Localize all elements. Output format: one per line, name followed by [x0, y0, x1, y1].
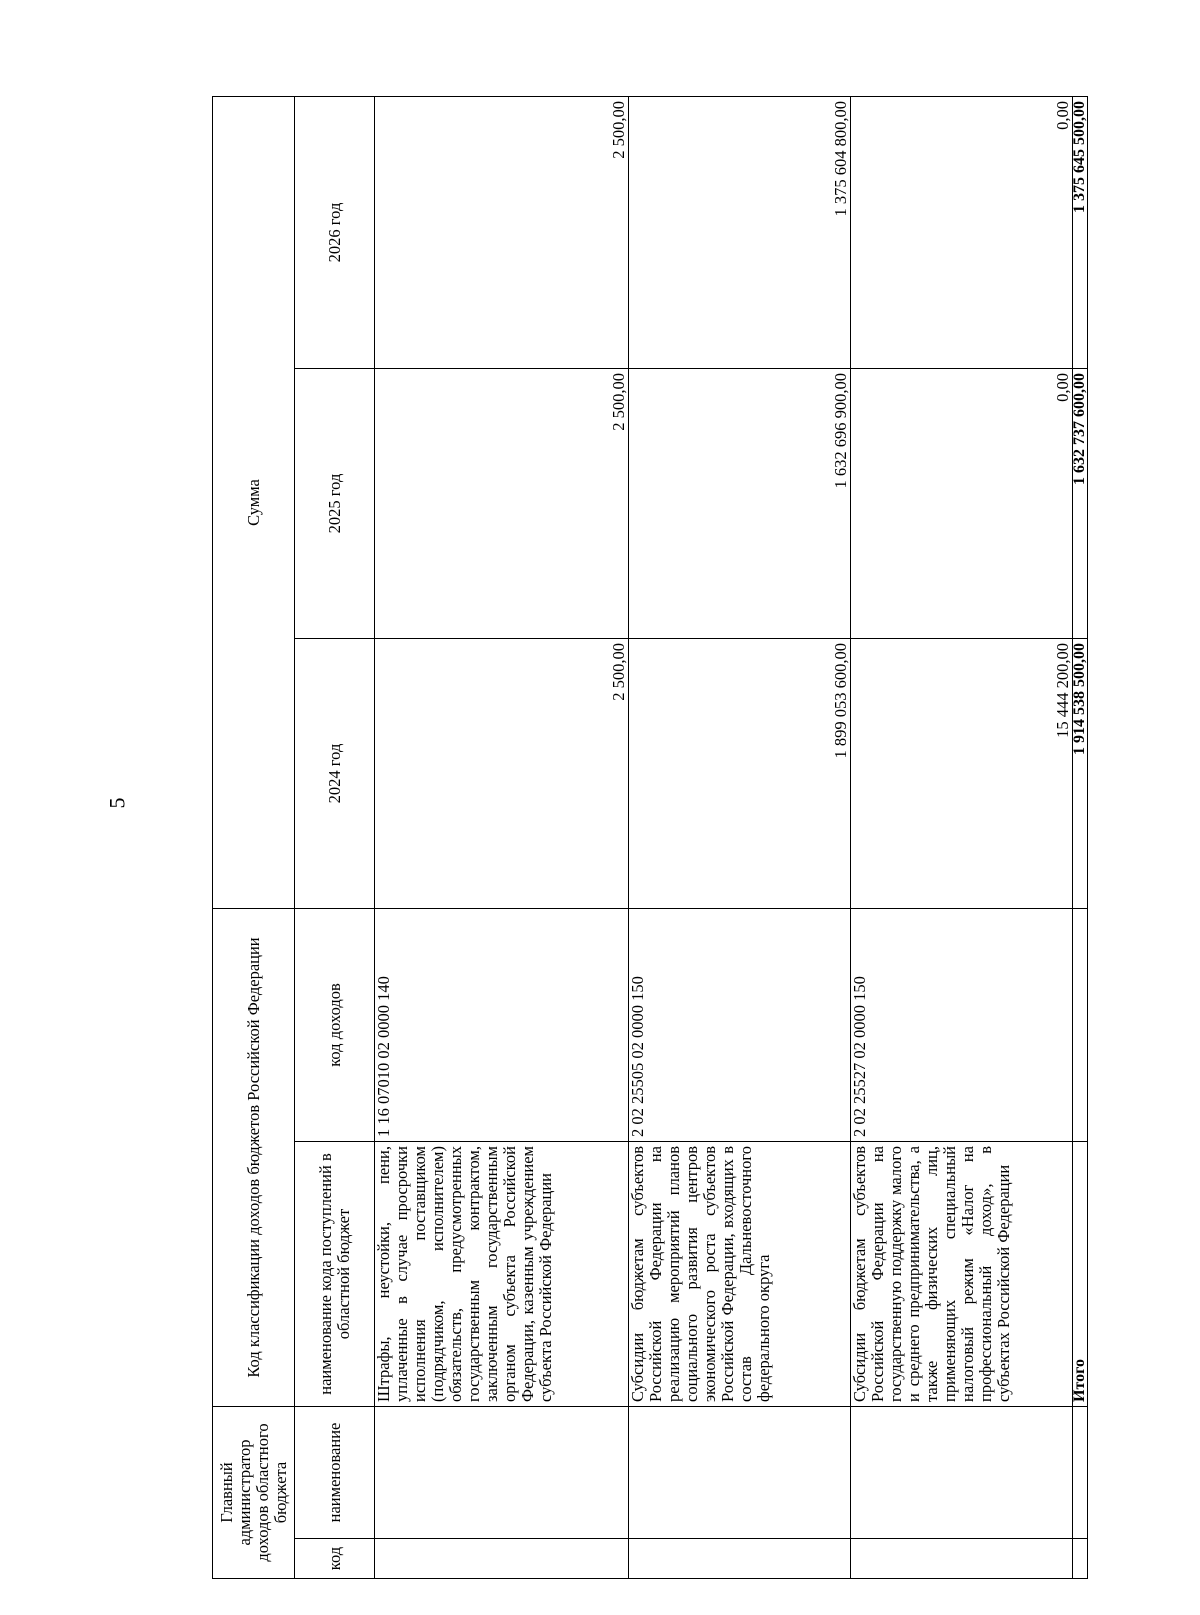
table-row	[629, 96, 851, 1578]
cell-2026: 0,00	[851, 96, 1073, 368]
cell-2025: 1 632 696 900,00	[629, 368, 851, 638]
header-income-code: код доходов	[295, 908, 375, 1141]
cell-name	[629, 1407, 851, 1539]
cell-2024: 2 500,00	[375, 638, 629, 908]
header-sub-row	[295, 96, 375, 1578]
total-2025: 1 632 737 600,00	[1073, 368, 1088, 638]
cell-2026: 1 375 604 800,00	[629, 96, 851, 368]
total-2026: 1 375 645 500,00	[1073, 96, 1088, 368]
header-sum-group: Сумма	[213, 96, 295, 908]
cell-income-name: Субсидии бюджетам субъектов Российской Федерации на государственную поддержку малого и среднего предпринимательства, а также физических лиц, применяющих специальный налоговый режим «Налог на профессиональный доход», в субъектах Российской Федерации	[851, 1142, 1073, 1407]
cell-code	[375, 1539, 629, 1579]
table-rotated	[212, 97, 1088, 1579]
table-row	[851, 96, 1073, 1578]
header-code: код	[295, 1539, 375, 1579]
total-row	[1073, 96, 1088, 1578]
cell-income-code: 2 02 25505 02 0000 150	[629, 908, 851, 1141]
header-admin-group: Главный администратор доходов областного бюджета	[213, 1407, 295, 1579]
header-income-name: наименование кода поступлений в областной бюджет	[295, 1142, 375, 1407]
header-2026: 2026 год	[295, 96, 375, 368]
cell-2025: 2 500,00	[375, 368, 629, 638]
cell-2024: 1 899 053 600,00	[629, 638, 851, 908]
header-group-row	[213, 96, 295, 1578]
cell-income-code: 1 16 07010 02 0000 140	[375, 908, 629, 1141]
cell-total-code	[1073, 1539, 1088, 1579]
cell-total-name	[1073, 1407, 1088, 1539]
table-row	[375, 96, 629, 1578]
cell-total-income-code	[1073, 908, 1088, 1141]
header-name: наименование	[295, 1407, 375, 1539]
cell-income-name: Штрафы, неустойки, пени, уплаченные в случае просрочки исполнения поставщиком (подрядчиком, исполнителем) обязательств, предусмотренных государственным контрактом, заключенным государственным органом субъекта Российской Федерации, казенным учреждением субъекта Российской Федерации	[375, 1142, 629, 1407]
header-2025: 2025 год	[295, 368, 375, 638]
cell-code	[851, 1539, 1073, 1579]
total-2024: 1 914 538 500,00	[1073, 638, 1088, 908]
table-frame	[212, 97, 1088, 1579]
cell-2025: 0,00	[851, 368, 1073, 638]
revenue-table	[212, 96, 1088, 1579]
header-classification-group: Код классификации доходов бюджетов Российской Федерации	[213, 908, 295, 1406]
cell-code	[629, 1539, 851, 1579]
cell-name	[851, 1407, 1073, 1539]
page-number: 5	[104, 797, 130, 809]
cell-income-name: Субсидии бюджетам субъектов Российской Федерации на реализацию мероприятий планов социального развития центров экономического роста субъектов Российской Федерации, входящих в состав Дальневосточного федерального округа	[629, 1142, 851, 1407]
cell-2024: 15 444 200,00	[851, 638, 1073, 908]
cell-name	[375, 1407, 629, 1539]
cell-income-code: 2 02 25527 02 0000 150	[851, 908, 1073, 1141]
header-2024: 2024 год	[295, 638, 375, 908]
total-label: Итого	[1073, 1142, 1088, 1407]
cell-2026: 2 500,00	[375, 96, 629, 368]
